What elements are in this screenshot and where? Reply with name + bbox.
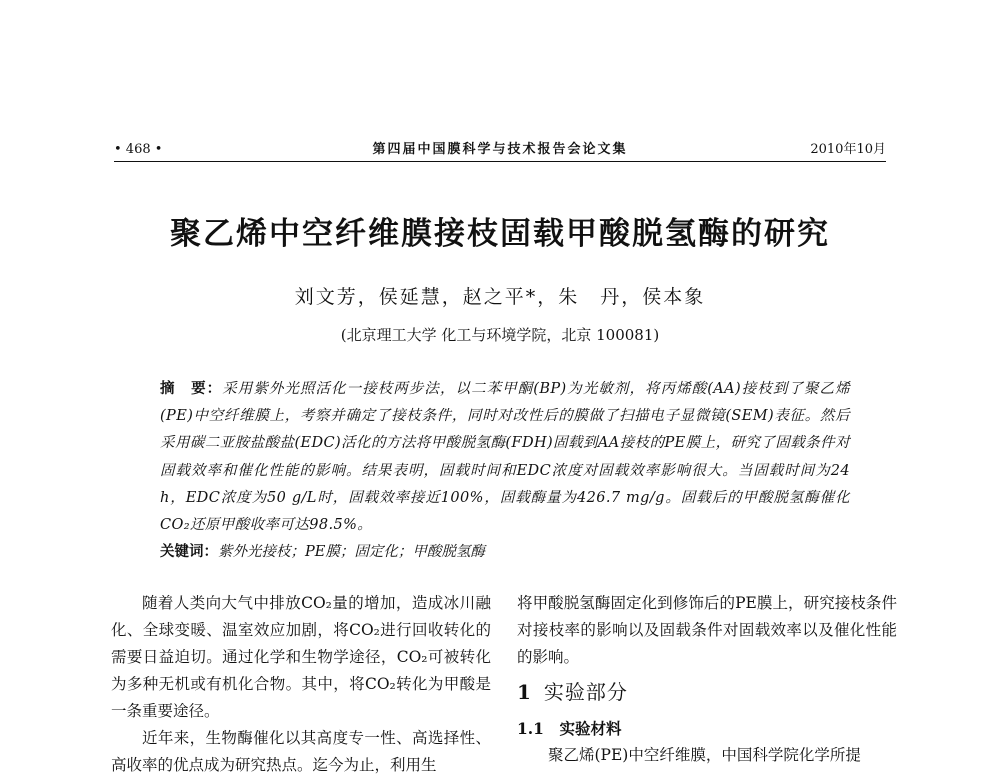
page-number: • 468 •	[114, 142, 163, 157]
keywords-label: 关键词：	[160, 543, 218, 560]
paper-title: 聚乙烯中空纤维膜接枝固载甲酸脱氢酶的研究	[170, 216, 830, 252]
keywords-text: 紫外光接枝；PE膜；固定化；甲酸脱氢酶	[218, 544, 485, 560]
body-paragraph: 随着人类向大气中排放CO₂量的增加，造成冰川融化、全球变暖、温室效应加剧，将CO₂进行回收转化的需要日益迫切。通过化学和生物学途径，CO₂可被转化为多种无机或有机化合物。其中，将CO₂转化为甲酸是一条重要途径。	[111, 594, 491, 720]
body-paragraph: 将甲酸脱氢酶固定化到修饰后的PE膜上，研究接枝条件对接枝率的影响以及固载条件对固载效率以及催化性能的影响。	[517, 594, 897, 666]
body-paragraph: 近年来，生物酶催化以其高度专一性、高选择性、高收率的优点成为研究热点。迄今为止，利用生	[111, 729, 491, 774]
section-title: 实验部分	[543, 680, 628, 704]
journal-name: 第四届中国膜科学与技术报告会论文集	[372, 142, 628, 157]
affiliation: (北京理工大学 化工与环境学院，北京 100081)	[340, 326, 660, 344]
abstract-label: 摘 要：	[160, 380, 223, 397]
section-number: 1	[517, 680, 532, 704]
header-rule	[114, 161, 886, 162]
publication-date: 2010年10月	[810, 142, 886, 157]
author-list: 刘文芳，侯延慧，赵之平*，朱 丹，侯本象	[294, 286, 706, 308]
right-column	[517, 590, 897, 769]
section-heading	[517, 677, 897, 707]
body-paragraph: 聚乙烯(PE)中空纤维膜，中国科学院化学所提	[548, 746, 861, 764]
subsection-heading: 1.1 实验材料	[517, 719, 622, 738]
left-column	[111, 590, 491, 779]
abstract	[160, 375, 850, 539]
abstract-text: 采用紫外光照活化一接枝两步法，以二苯甲酮(BP)为光敏剂，将丙烯酸(AA)接枝到了聚乙烯(PE)中空纤维膜上，考察并确定了接枝条件，同时对改性后的膜做了扫描电子显微镜(SEM)表征。然后采用碳二亚胺盐酸盐(EDC)活化的方法将甲酸脱氢酶(FDH)固载到AA接枝的PE膜上，研究了固载条件对固载效率和催化性能的影响。结果表明，固载时间和EDC浓度对固载效率影响很大。当固载时间为24 h，EDC浓度为50 g/L时，固载效率接近100%，固载酶量为426.7 mg/g。固载后的甲酸脱氢酶催化CO₂还原甲酸收率可达98.5%。	[160, 381, 850, 534]
running-header	[114, 141, 886, 159]
keywords	[160, 538, 850, 566]
